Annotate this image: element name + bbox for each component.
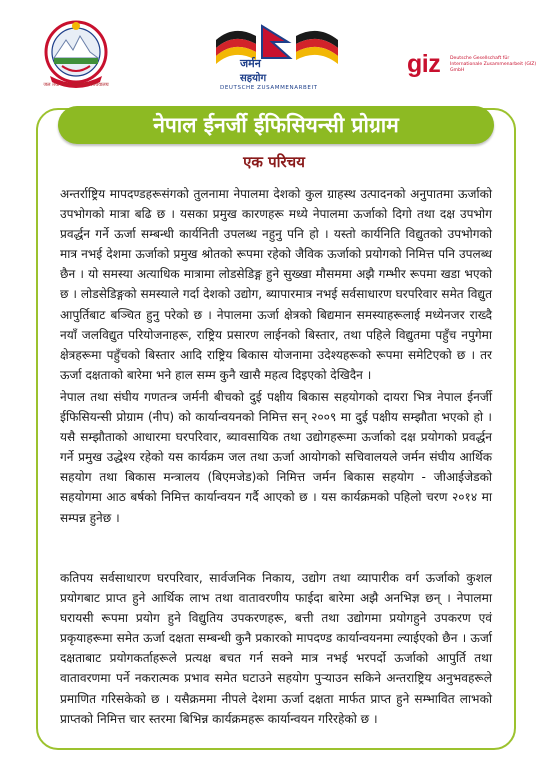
german-cooperation-label-line3: DEUTSCHE ZUSAMMENARBEIT	[220, 85, 318, 91]
emblem-caption: जल तथा ऊर्जा आयोगको सचिवालय	[43, 82, 109, 88]
giz-organization-name: Deutsche Gesellschaft für Internationale Zusammenarbeit (GIZ) GmbH	[450, 56, 537, 73]
german-cooperation-label-line1: जर्मन	[240, 57, 261, 70]
document-title: नेपाल ईनर्जी ईफिसियन्सी प्रोग्राम	[153, 113, 399, 137]
title-banner	[58, 106, 494, 144]
paragraph-1: अन्तर्राष्ट्रिय मापदण्डहरूसंगको तुलनामा नेपालमा देशको कुल ग्राहस्थ उत्पादनको अनुपातमा ऊर्जाको उपभोगको मात्रा बढि छ । यसका प्रमुख कारणहरू मध्ये नेपालमा ऊर्जाको दिगो तथा दक्ष उपभोग प्रवर्द्धन गर्ने ऊर्जा सम्बन्धी कार्यनिती उपलब्ध नहुनु पनि हो । यस्तो कार्यनिति विद्युतको उपभोगको मात्र नभई देशमा ऊर्जाको प्रमुख श्रोतको रूपमा रहेको जैविक ऊर्जाको प्रयोगको निमित्त पनि उपलब्ध छैन । यो समस्या अत्याधिक मात्रामा लोडसेडिङ्ग हुने सुख्खा मौसममा अझै गम्भीर रूपमा खडा भएको छ । लोडसेडिङ्गको समस्याले गर्दा देशको उद्योग, ब्यापारमात्र नभई सर्वसाधारण घरपरिवार समेत विद्युत आपुर्तिबाट बञ्चित हुनु परेको छ । नेपालमा ऊर्जा क्षेत्रको बिद्यमान समस्याहरूलाई मध्येनजर राख्दै नयाँ जलविद्युत परियोजनाहरू, राष्ट्रिय प्रसारण लाईनको बिस्तार, तथा पहिले विद्युतमा पहुँच नपुगेमा क्षेत्रहरूमा पहुँचको बिस्तार आदि राष्ट्रिय बिकास योजनामा उदेश्यहरूको रूपमा समेटिएको छ । तर ऊर्जा दक्षताको बारेमा भने हाल सम्म कुनै खासै महत्व दिइएको देखिदैन ।	[60, 187, 492, 382]
paragraph-2: नेपाल तथा संघीय गणतन्त्र जर्मनी बीचको दुई पक्षीय बिकास सहयोगको दायरा भित्र नेपाल ईनर्जी ईफिसियन्सी प्रोग्राम (नीप) को कार्यान्वयनको निमित्त सन् २००९ मा दुई पक्षीय सम्झौता भएको हो । यसै सम्झौताको आधारमा घरपरिवार, ब्यावसायिक तथा उद्योगहरूमा ऊर्जाको दक्ष प्रयोगको प्रवर्द्धन गर्ने प्रमुख उद्धेश्य रहेको यस कार्यक्रम जल तथा ऊर्जा आयोगको सचिवालयले जर्मन संघीय आर्थिक सहयोग तथा बिकास मन्त्रालय (बिएमजेड)को निमित्त जर्मन बिकास सहयोग - जीआईजेडको सहयोगमा आठ बर्षको निमित्त कार्यान्वयन गर्दै आएको छ । यस कार्यक्रमको पहिलो चरण २०१४ मा सम्पन्न हुनेछ ।	[60, 390, 492, 525]
giz-logo: giz	[407, 50, 441, 78]
page-header	[0, 0, 548, 105]
paragraph-3: कतिपय सर्वसाधारण घरपरिवार, सार्वजनिक निकाय, उद्योग तथा व्यापारीक वर्ग ऊर्जाको कुशल प्रयोगबाट प्राप्त हुने आर्थिक लाभ तथा वातावरणीय फाईदा बारेमा अझै अनभिज्ञ छन् । नेपालमा घरायसी रूपमा प्रयोग हुने विद्युतिय उपकरणहरू, बत्ती तथा उद्योगमा प्रयोगहुने उपकरण एवं प्रकृयाहरूमा समेत ऊर्जा दक्षता सम्बन्धी कुनै प्रकारको मापदण्ड कार्यान्वयनमा ल्याईएको छैन । ऊर्जा दक्षताबाट प्रयोगकर्ताहरूले प्रत्यक्ष बचत गर्न सक्ने मात्र नभई भरपर्दो ऊर्जाको आपुर्ति तथा वातावरणमा पर्ने नकरात्मक प्रभाव समेत घटाउने सहयोग पुऱ्याउन सकिने अन्तराष्ट्रिय अनुभवहरूले प्रमाणित गरिसकेको छ । यसैक्रममा नीपले देशमा ऊर्जा दक्षता मार्फत प्राप्त हुने सम्भावित लाभको प्राप्तको निमित्त चार स्तरमा बिभिन्न कार्यक्रमहरू कार्यान्वयन गरिरहेको छ ।	[60, 571, 492, 726]
german-cooperation-label-line2: सहयोग	[240, 73, 267, 84]
document-subtitle: एक परिचय	[243, 153, 305, 171]
